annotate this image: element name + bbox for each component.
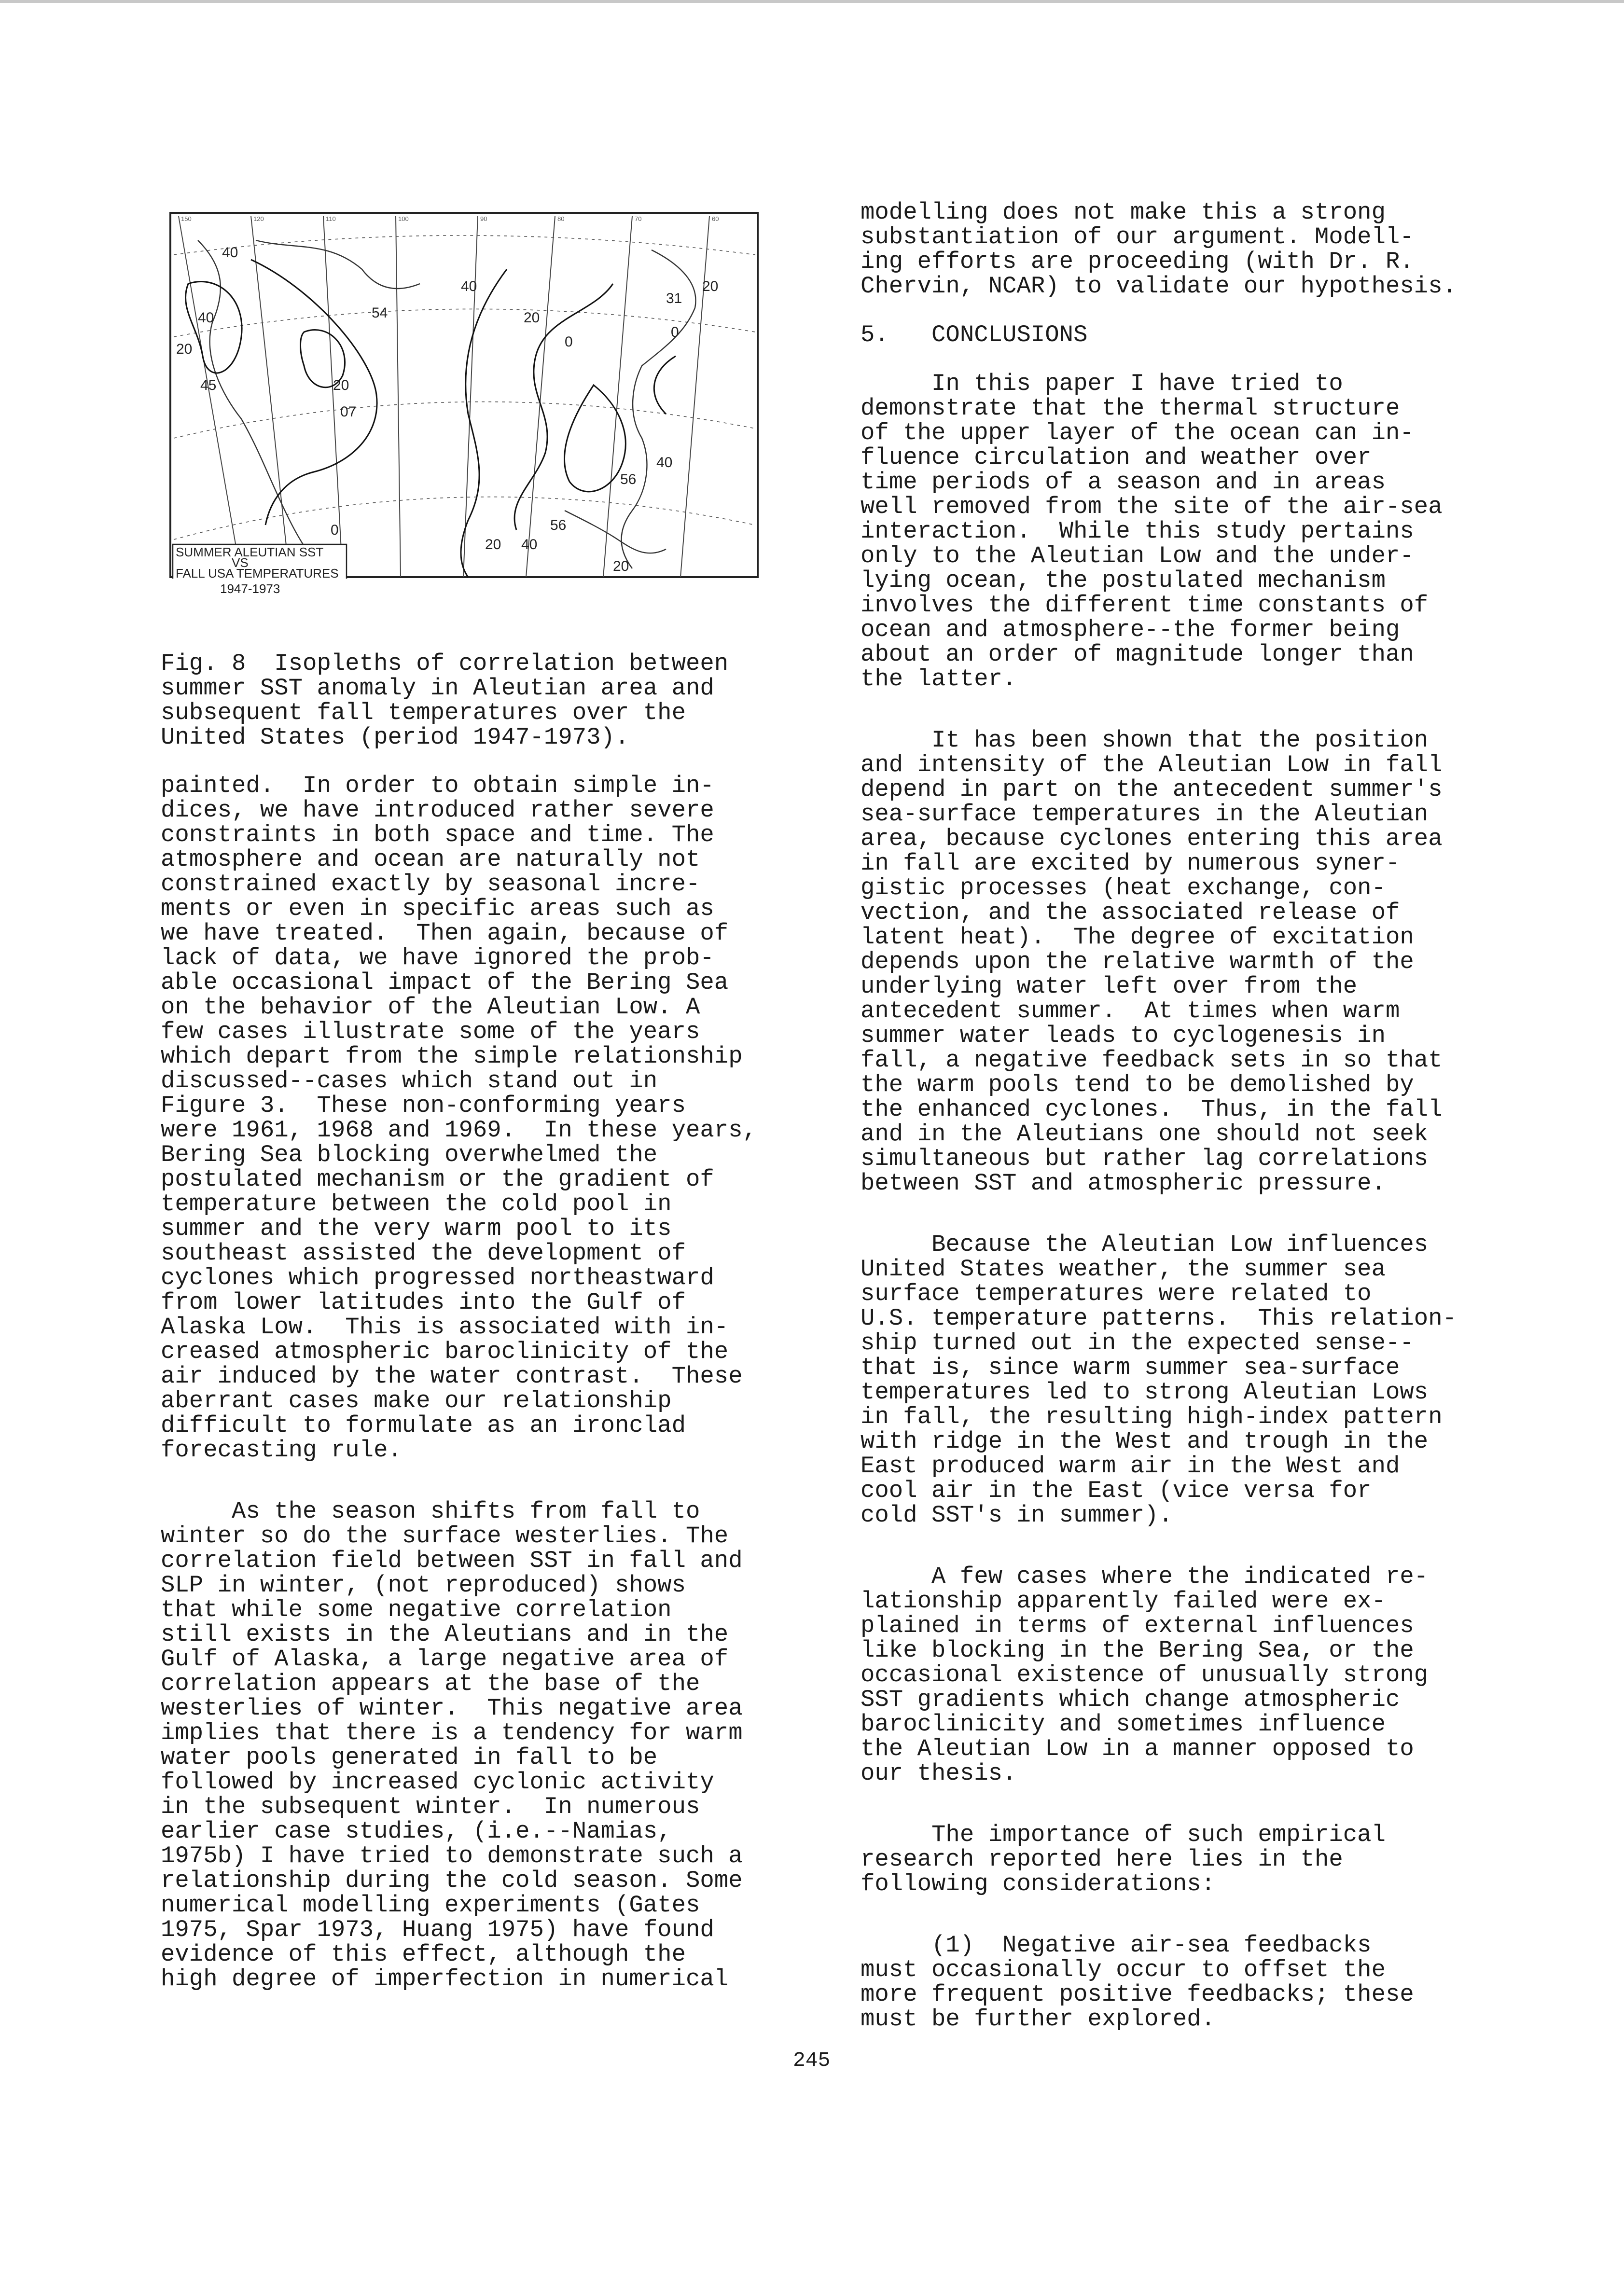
- text-line: and in the Aleutians one should not seek: [861, 1121, 1429, 1148]
- right-column: [861, 200, 1488, 2032]
- text-line: Because the Aleutian Low influences: [861, 1231, 1429, 1258]
- tick-label: 60: [712, 215, 719, 222]
- text-line: ments or even in specific areas such as: [161, 895, 714, 922]
- paragraph: [161, 774, 788, 1463]
- paragraph: [861, 1823, 1488, 1896]
- text-line: the enhanced cyclones. Thus, in the fall: [861, 1096, 1443, 1123]
- text-line: like blocking in the Bering Sea, or the: [861, 1637, 1414, 1664]
- text-line: few cases illustrate some of the years: [161, 1018, 700, 1045]
- text-line: on the behavior of the Aleutian Low. A: [161, 994, 700, 1021]
- map-frame: [170, 213, 758, 577]
- contour-label: 56: [620, 471, 637, 487]
- text-line: interaction. While this study pertains: [861, 518, 1414, 545]
- paragraph: [861, 200, 1488, 299]
- text-line: A few cases where the indicated re-: [861, 1563, 1429, 1590]
- text-line: the warm pools tend to be demolished by: [861, 1071, 1414, 1098]
- figure-caption: [161, 651, 728, 750]
- paragraph: [861, 728, 1488, 1196]
- tick-label: 100: [398, 215, 409, 222]
- paragraph-gap: [861, 1786, 1488, 1823]
- paragraph: [161, 1499, 788, 1992]
- contour-label: 45: [200, 377, 217, 393]
- text-line: were 1961, 1968 and 1969. In these years,: [161, 1117, 757, 1144]
- text-line: still exists in the Aleutians and in the: [161, 1621, 729, 1648]
- text-line: only to the Aleutian Low and the under-: [861, 542, 1414, 569]
- text-line: correlation field between SST in fall and: [161, 1547, 743, 1574]
- contour-label: 0: [331, 522, 339, 538]
- text-line: we have treated. Then again, because of: [161, 920, 729, 947]
- text-line: depends upon the relative warmth of the: [861, 948, 1414, 975]
- paragraph-gap: [861, 1528, 1488, 1564]
- tick-label: 90: [480, 215, 487, 222]
- paragraph: [861, 1933, 1488, 2032]
- text-line: As the season shifts from fall to: [161, 1498, 700, 1525]
- tick-label: 80: [557, 215, 565, 222]
- text-line: westerlies of winter. This negative area: [161, 1695, 743, 1722]
- text-line: relationship during the cold season. Some: [161, 1867, 743, 1894]
- contour-label: 20: [524, 310, 540, 326]
- text-line: more frequent positive feedbacks; these: [861, 1981, 1414, 2008]
- paragraph-gap: [861, 1896, 1488, 1933]
- caption-line: summer SST anomaly in Aleutian area and: [161, 675, 714, 702]
- paragraph: [861, 372, 1488, 692]
- text-line: U.S. temperature patterns. This relation-: [861, 1305, 1457, 1332]
- text-line: The importance of such empirical: [861, 1821, 1386, 1848]
- map-svg: [169, 211, 759, 579]
- legend-line: SUMMER ALEUTIAN SST: [176, 545, 324, 559]
- text-line: Chervin, NCAR) to validate our hypothesis.: [861, 273, 1457, 300]
- text-line: that is, since warm summer sea-surface: [861, 1354, 1400, 1381]
- text-line: the Aleutian Low in a manner opposed to: [861, 1735, 1414, 1762]
- text-line: ship turned out in the expected sense--: [861, 1329, 1414, 1356]
- text-line: SLP in winter, (not reproduced) shows: [161, 1572, 686, 1599]
- paragraph: [861, 1564, 1488, 1786]
- tick-label: 120: [253, 215, 264, 222]
- text-line: involves the different time constants of: [861, 592, 1429, 619]
- legend-period: 1947-1973: [220, 581, 280, 596]
- text-line: Alaska Low. This is associated with in-: [161, 1314, 729, 1341]
- caption-line: Fig. 8 Isopleths of correlation between: [161, 650, 729, 677]
- text-line: correlation appears at the base of the: [161, 1670, 700, 1697]
- page-number: 245: [793, 2048, 831, 2072]
- caption-line: United States (period 1947-1973).: [161, 724, 629, 751]
- text-line: discussed--cases which stand out in: [161, 1067, 658, 1094]
- text-line: It has been shown that the position: [861, 727, 1429, 754]
- text-line: about an order of magnitude longer than: [861, 641, 1414, 668]
- text-line: Figure 3. These non-conforming years: [161, 1092, 686, 1119]
- text-line: time periods of a season and in areas: [861, 469, 1386, 496]
- text-line: 1975, Spar 1973, Huang 1975) have found: [161, 1916, 714, 1943]
- text-line: area, because cyclones entering this area: [861, 825, 1443, 852]
- paragraph-gap: [861, 692, 1488, 728]
- text-line: plained in terms of external influences: [861, 1612, 1414, 1639]
- text-line: and intensity of the Aleutian Low in fall: [861, 751, 1443, 778]
- text-line: sea-surface temperatures in the Aleutian: [861, 801, 1429, 828]
- text-line: high degree of imperfection in numerical: [161, 1965, 729, 1992]
- contour-label: 07: [340, 404, 357, 420]
- section-heading: 5. CONCLUSIONS: [861, 321, 1088, 348]
- text-line: ing efforts are proceeding (with Dr. R.: [861, 248, 1414, 275]
- paragraph: [861, 1232, 1488, 1528]
- text-line: SST gradients which change atmospheric: [861, 1686, 1400, 1713]
- text-line: southeast assisted the development of: [161, 1240, 686, 1267]
- tick-label: 110: [326, 215, 336, 222]
- text-line: fluence circulation and weather over: [861, 444, 1372, 471]
- text-line: ocean and atmosphere--the former being: [861, 616, 1400, 643]
- text-line: the latter.: [861, 665, 1017, 692]
- text-line: lationship apparently failed were ex-: [861, 1588, 1386, 1615]
- text-line: which depart from the simple relationship: [161, 1043, 743, 1070]
- contour-label: 20: [702, 278, 719, 294]
- text-line: following considerations:: [861, 1870, 1216, 1897]
- text-line: air induced by the water contrast. These: [161, 1363, 743, 1390]
- text-line: painted. In order to obtain simple in-: [161, 772, 714, 799]
- text-line: constrained exactly by seasonal incre-: [161, 871, 700, 898]
- caption-line: subsequent fall temperatures over the: [161, 699, 686, 726]
- text-line: occasional existence of unusually strong: [861, 1661, 1429, 1688]
- paragraph-gap: [161, 1463, 788, 1499]
- text-line: water pools generated in fall to be: [161, 1744, 658, 1771]
- text-line: research reported here lies in the: [861, 1846, 1343, 1873]
- text-line: dices, we have introduced rather severe: [161, 797, 714, 824]
- text-line: summer water leads to cyclogenesis in: [861, 1022, 1386, 1049]
- text-line: in fall are excited by numerous syner-: [861, 850, 1400, 877]
- text-line: creased atmospheric baroclinicity of the: [161, 1338, 729, 1365]
- text-line: temperature between the cold pool in: [161, 1190, 672, 1218]
- text-line: Gulf of Alaska, a large negative area of: [161, 1646, 729, 1673]
- contour-label: 0: [565, 334, 573, 350]
- text-line: well removed from the site of the air-sea: [861, 493, 1443, 520]
- text-line: between SST and atmospheric pressure.: [861, 1170, 1386, 1197]
- contour-label: 40: [521, 537, 538, 553]
- contour-label: 40: [222, 245, 238, 261]
- text-line: gistic processes (heat exchange, con-: [861, 874, 1386, 901]
- text-line: our thesis.: [861, 1760, 1017, 1787]
- text-line: able occasional impact of the Bering Sea: [161, 969, 729, 996]
- text-line: that while some negative correlation: [161, 1596, 672, 1623]
- text-line: lack of data, we have ignored the prob-: [161, 944, 714, 971]
- tick-label: 70: [635, 215, 642, 222]
- tick-label: 150: [181, 215, 192, 222]
- text-line: aberrant cases make our relationship: [161, 1387, 672, 1414]
- text-line: lying ocean, the postulated mechanism: [861, 567, 1386, 594]
- contour-label: 40: [198, 310, 214, 326]
- text-line: modelling does not make this a strong: [861, 199, 1386, 226]
- text-line: constraints in both space and time. The: [161, 821, 714, 848]
- text-line: surface temperatures were related to: [861, 1280, 1372, 1307]
- legend-line: FALL USA TEMPERATURES: [176, 566, 339, 579]
- text-line: (1) Negative air-sea feedbacks: [861, 1932, 1372, 1959]
- text-line: with ridge in the West and trough in the: [861, 1428, 1429, 1455]
- text-line: Bering Sea blocking overwhelmed the: [161, 1141, 658, 1168]
- text-line: earlier case studies, (i.e.--Namias,: [161, 1818, 672, 1845]
- paragraph-gap: [861, 347, 1488, 372]
- contour-label: 31: [666, 291, 682, 306]
- contour-label: 56: [550, 517, 567, 533]
- text-line: atmosphere and ocean are naturally not: [161, 846, 700, 873]
- contour-label: 54: [372, 305, 388, 321]
- text-line: baroclinicity and sometimes influence: [861, 1711, 1386, 1738]
- text-line: in the subsequent winter. In numerous: [161, 1793, 700, 1820]
- text-line: in fall, the resulting high-index pattern: [861, 1403, 1443, 1430]
- text-line: East produced warm air in the West and: [861, 1453, 1400, 1480]
- legend-line: VS: [232, 555, 249, 570]
- text-line: United States weather, the summer sea: [861, 1256, 1386, 1283]
- text-line: depend in part on the antecedent summer's: [861, 776, 1443, 803]
- text-line: substantiation of our argument. Modell-: [861, 223, 1414, 250]
- text-line: latent heat). The degree of excitation: [861, 924, 1414, 951]
- text-line: must occasionally occur to offset the: [861, 1956, 1386, 1983]
- text-line: postulated mechanism or the gradient of: [161, 1166, 714, 1193]
- text-line: from lower latitudes into the Gulf of: [161, 1289, 686, 1316]
- correlation-map-figure: [169, 211, 759, 579]
- text-line: fall, a negative feedback sets in so that: [861, 1047, 1443, 1074]
- text-line: cyclones which progressed northeastward: [161, 1264, 714, 1291]
- text-line: followed by increased cyclonic activity: [161, 1769, 714, 1796]
- paragraph-gap: [861, 1196, 1488, 1232]
- text-line: In this paper I have tried to: [861, 370, 1343, 397]
- text-line: summer and the very warm pool to its: [161, 1215, 672, 1242]
- contour-label: 20: [613, 558, 629, 574]
- text-line: winter so do the surface westerlies. The: [161, 1522, 729, 1550]
- text-line: simultaneous but rather lag correlations: [861, 1145, 1429, 1172]
- text-line: implies that there is a tendency for warm: [161, 1719, 743, 1746]
- contour-label: 40: [656, 455, 673, 470]
- text-line: demonstrate that the thermal structure: [861, 395, 1400, 422]
- contour-label: 20: [176, 341, 193, 357]
- paragraph-gap: [861, 299, 1488, 323]
- text-line: difficult to formulate as an ironclad: [161, 1412, 686, 1439]
- text-line: underlying water left over from the: [861, 973, 1358, 1000]
- text-line: must be further explored.: [861, 2006, 1216, 2033]
- text-line: cold SST's in summer).: [861, 1502, 1173, 1529]
- text-line: of the upper layer of the ocean can in-: [861, 419, 1414, 446]
- text-line: vection, and the associated release of: [861, 899, 1400, 926]
- text-line: antecedent summer. At times when warm: [861, 997, 1400, 1024]
- map-legend: [173, 544, 347, 579]
- text-line: numerical modelling experiments (Gates: [161, 1892, 700, 1919]
- contour-label: 20: [333, 377, 349, 393]
- text-line: forecasting rule.: [161, 1437, 402, 1464]
- scan-top-edge: [0, 0, 1624, 3]
- left-column: [161, 774, 788, 1992]
- contour-label: 40: [461, 278, 477, 294]
- text-line: cool air in the East (vice versa for: [861, 1477, 1372, 1504]
- text-line: temperatures led to strong Aleutian Lows: [861, 1379, 1429, 1406]
- contour-label: 0: [671, 324, 679, 340]
- contour-label: 20: [485, 537, 501, 553]
- text-line: evidence of this effect, although the: [161, 1941, 686, 1968]
- text-line: 1975b) I have tried to demonstrate such a: [161, 1842, 743, 1869]
